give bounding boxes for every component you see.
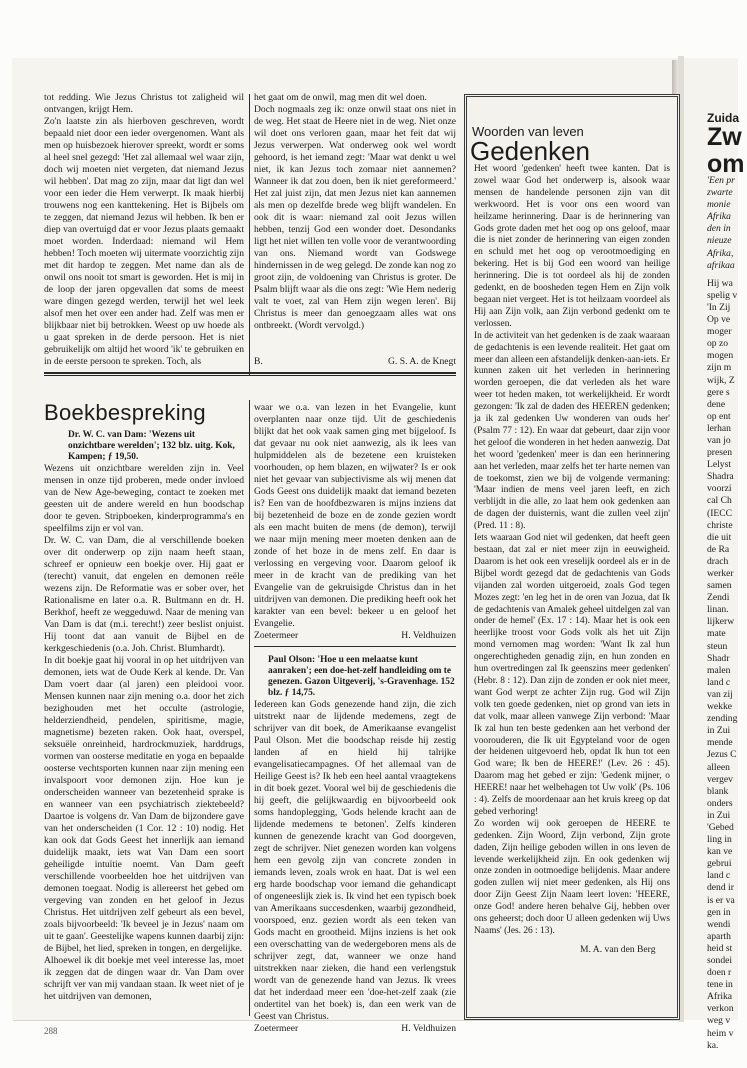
meditation-subtitle: Woorden van leven (472, 124, 584, 139)
next-page-line: nieuze (707, 235, 732, 247)
next-page-line: Lelyst (707, 459, 731, 471)
next-page-line: ling in (707, 834, 732, 846)
next-page-line: Afrika (707, 991, 733, 1003)
page-number: 288 (44, 1026, 58, 1036)
next-page-line: land c (707, 676, 731, 688)
signature-author: G. S. A. de Knegt (388, 356, 456, 367)
next-page-line: Hij wa (707, 277, 733, 289)
next-page-line: 'Een pr (707, 175, 735, 186)
next-page-line: van zij (707, 688, 733, 700)
next-page-text (707, 175, 747, 1052)
review-divider (254, 646, 456, 647)
next-page-line: Shadr (707, 652, 730, 664)
article-column-1 (44, 92, 244, 368)
next-page-line: heim v (707, 1027, 734, 1039)
article-paragraph: tot redding. Wie Jezus Christus tot zaligheid wil ontvangen, krijgt Hem. (44, 92, 244, 115)
next-page-line: in Zui (707, 725, 731, 737)
next-page-line: drach (707, 555, 729, 567)
next-page-line: steun (707, 640, 728, 652)
next-page-line: Op ve (707, 314, 731, 326)
column-rule (249, 400, 250, 1016)
review-paragraph: Alhoewel ik dit boekje met veel interesse las, moet ik zeggen dat de dingen waar dr. Van Dam over schrijft ver van mij vandaan staan. Ik weet niet of je het uitdrijven van demonen, (44, 955, 244, 1002)
next-page-line: mende (707, 737, 733, 749)
review-1-heading: Dr. W. C. van Dam: 'Wezens uit onzichtbare werelden'; 132 blz. uitg. Kok, Kampen; ƒ 19,50. (68, 430, 235, 462)
meditation-paragraph: In de activiteit van het gedenken is de zaak waaraan de gedachtenis is een levende realiteit. Het gaat om meer dan alleen een afstandelijk denken-aan-iets. Er kunnen zaken uit het verleden in herinnering worden geroepen, die dat verleden als het ware weer tot heden maken, tot werkelijkheid. Er wordt gezongen: 'Ik zal de daden des HEEREN gedenken; ja ik zal gedenken Uw wonderen van ouds her' (Psalm 77 : 12). En waar dat gebeurt, daar zijn voor het geloof die wonderen in het heden aanwezig. Dat het woord 'gedenken' meer is dan een herinnering aan het verleden, maar zelfs het ter harte nemen van de toekomst, zien we bij de volgende vermaning: 'Maar indien de mens veel jaren leeft, en zich verblijdt in die alle, zo laat hem ook gedenken aan de dagen der duisternis, want die zullen veel zijn' (Pred. 11 : 8). (474, 330, 670, 532)
meditation-paragraph: Zo worden wij ook geroepen de HEERE te gedenken. Zijn Woord, Zijn verbond, Zijn grote daden, Zijn heilige geboden willen in ons leven de levende werkelijkheid zijn. En ook gedenken wij onze zonden in ootmoedige belijdenis. Maar andere goden zullen wij niet meer gedenken, als Hij ons door Zijn Geest Zijn Naam leert loven: 'HEERE, onze God! andere heren behalve Gij, hebben over ons geheerst; doch door U alleen gedenken wij Uws Naams' (Jes. 26 : 13). (474, 818, 670, 936)
next-page-line: gen in (707, 906, 731, 918)
next-page-line: heid st (707, 942, 733, 954)
next-page-line: onders (707, 797, 733, 809)
next-page-line: Shadra (707, 471, 734, 483)
article-paragraph: Doch nogmaals zeg ik: onze onwil staat ons niet in de weg. Het staat de Heere niet in de weg. Niet onze wil doet ons verloren gaan, maar het feit dat wij Jezus verwerpen. Wat onderweg ook wel wordt gehoord, is het iemand zegt: 'Maar wat denkt u wel niet, ik kan Jezus toch zomaar niet aannemen? Wanneer ik dat zou doen, ben ik niet gereformeerd.' Het zal juist zijn, dat men Jezus niet kan aannemen als men op dezelfde brede weg blijft wandelen. En ook dit is waar: niemand zal ooit Jezus willen hebben, tenzij God een wonder doet. Desondanks ligt het niet willen ten volle voor de verantwoording van ons. Niemand wordt van Godswege hindernissen in de weg gelegd. De zonde kan nog zo groot zijn, de voldoening van Christus is groter. De Psalm blijft waar als die ons zegt: 'Wie Hem nederig valt te voet, zal van Hem zijn wegen leren'. Bij Christus is meer dan genoegzaam alles wat ons ontbreekt. (Wordt vervolgd.) (254, 104, 456, 331)
next-page-line: dene (707, 398, 726, 410)
review-2-place: Zoetermeer (254, 1023, 299, 1034)
next-page-line: weg v (707, 1015, 731, 1027)
next-page-kicker: Zuida (707, 111, 739, 125)
next-page-line: 'Gebed (707, 821, 734, 833)
next-page-line: die uit (707, 531, 732, 543)
next-page-line: voorzi (707, 483, 732, 495)
next-page-line: linan. (707, 604, 729, 616)
next-page-line: mogen (707, 350, 734, 362)
meditation-title: Gedenken (470, 136, 590, 166)
next-page-headline (707, 124, 745, 178)
next-page-line: zwarte (707, 187, 733, 199)
next-page-line: land c (707, 870, 731, 882)
next-page-line: zending (707, 713, 738, 725)
review-column-2 (254, 402, 456, 1035)
next-page-line: monie (707, 199, 731, 211)
section-divider-thin (44, 375, 456, 376)
next-page-line: dend ir (707, 882, 734, 894)
review-1-author: H. Veldhuizen (401, 630, 456, 641)
next-page-line: de Ra (707, 543, 730, 555)
review-paragraph: Dr. W. C. van Dam, die al verschillende boeken over dit onderwerp op zijn naam heeft staan, schreef er opnieuw een boekje over. Hij gaat er (terecht) vanuit, dat engelen en demonen reële wezens zijn. De Reformatie was er sober over, het Rationalisme en later o.a. R. Bultmann en dr. H. Berkhof, heeft ze weggeduwd. Naar de mening van Van Dam is dat (m.i. terecht!) zeer beslist onjuist. Hij toont dat aan vanuit de Bijbel en de kerkgeschiedenis (o.a. Joh. Christ. Blumhardt). (44, 535, 244, 654)
review-column-1 (44, 430, 244, 1003)
next-page-line: Jezus C (707, 749, 737, 761)
next-page-line: ka. (707, 1039, 719, 1051)
next-page-line: malen (707, 664, 731, 676)
next-page-line: is er va (707, 894, 735, 906)
review-2-author: H. Veldhuizen (401, 1023, 456, 1034)
article-signature (254, 356, 456, 368)
next-page-line: presen (707, 447, 733, 459)
next-page-line: alleen (707, 761, 730, 773)
meditation-text (474, 164, 670, 938)
next-page-line: Afrika, (707, 247, 734, 259)
next-page-line: afrikaa (707, 259, 735, 271)
review-paragraph: Iedereen kan Gods genezende hand zijn, die zich uitstrekt naar de lijdende medemens, zegt de schrijver van dit boek, de Amerikaanse evangelist Paul Olson. Met die boodschap reisde hij zestig landen af en hield hij talrijke evangelisatiecampagnes. Of het allemaal van de Heilige Geest is? Ik heb een heel aantal vraagtekens in dit boek gezet. Vooral wel bij de geschiedenis die hij geeft, die gelijkwaardig en bijvoorbeeld ook soms handoplegging, 'Gods helende kracht aan de lijdende medemens te betonen'. Zelfs kinderen kunnen de genezende kracht van God doorgeven, zegt de schrijver. Niet genezen worden kan volgens hem een gevolg zijn van concrete zonden in iemands leven, zoals wrok en haat. Dat is wel een erg harde boodschap voor iemand die gehandicapt of ongeneeslijk ziek is. Ik vind het een typisch boek van Amerikaans succesdenken, waarbij gezondheid, voorspoed, enz. gezien wordt als een teken van Gods macht en grootheid. Mijns inziens is het ook een overschatting van de wedergeboren mens als de schrijver zegt, dat, wanneer we onze hand uitstrekken naar zieken, die hand een verlengstuk wordt van de genezende hand van Jezus. Ik vrees dat het inderdaad meer een 'doe-het-zelf zaak (zie ondertitel van het boek) is, dan een werk van de Geest van Christus. (254, 699, 456, 1022)
next-page-line: doen r (707, 967, 732, 979)
review-paragraph: In dit boekje gaat hij vooral in op het uitdrijven van demonen, iets wat de Oude Kerk al kende. Dr. Van Dam voert daar (al jaren) een pleidooi voor. Mensen kunnen naar zijn mening o.a. door het zich bezighouden met het occulte (astrologie, helderziendheid, pendelen, spiritisme, magie, magnetisme) bezeten raken. Ook haat, overspel, seksuële onreinheid, hardrockmuziek, harddrugs, vormen van oosterse meditatie en yoga en bepaalde oosterse vechtsporten kunnen naar zijn mening een invalspoort voor demonen zijn. Hoe kun je onderscheiden wanneer van bezetenheid sprake is en wanneer van een psychiatrisch ziektebeeld? Daartoe is volgens dr. Van Dam de bijzondere gave van het onderscheiden (1 Cor. 12 : 10) nodig. Het kan ook dat Gods Geest het innerlijk aan iemand duidelijk maakt, iets wat Van Dam een soort geheiligde intuïtie noemt. Van Dam geeft verschillende voorbeelden hoe het uitdrijven van demonen toegaat. Nodig is allereerst het gebed om vergeving van zonden en het geloof in Jezus Christus. Het uitdrijven zelf gebeurt als een bevel, zoals bijvoorbeeld: 'Ik beveel je in Jezus' naam om uit te gaan'. Geestelijke wapens kunnen daarbij zijn: de Bijbel, het lied, spreken in tongen, en dergelijke. (44, 655, 244, 954)
meditation-paragraph: Het woord 'gedenken' heeft twee kanten. Dat is zowel waar God het onderwerp is, alsook waar mensen de handelende personen zijn van dit werkwoord. Het is voor ons een woord van heilzame herinnering. Daar is de herinnering van Gods grote daden met het oog op ons geloof, maar die is niet zonder de herinnering van eigen zonden en schuld met het oog op verootmoediging en bekering. Het is bij God een woord van heilige herinnering. Die is tot oordeel als hij de zonden gedenkt, en de boosheden tegen Hem en Zijn volk begaan niet vergeet. Het is tot heilzaam voordeel als Hij aan Zijn volk, aan Zijn verbond gedenkt om te verlossen. (474, 164, 670, 329)
next-page-line: 'In Zij (707, 301, 731, 313)
next-page-line: gebrui (707, 858, 732, 870)
section-heading: Boekbespreking (44, 400, 206, 425)
next-page-line: spelig v (707, 289, 738, 301)
column-rule (249, 94, 250, 376)
review-1-signature (254, 630, 456, 642)
next-page-line: verkon (707, 1003, 734, 1015)
next-page-line: den in (707, 223, 731, 235)
next-page-line: in Zui (707, 809, 731, 821)
next-page-line: blank (707, 785, 729, 797)
next-page-line: wendi (707, 918, 731, 930)
next-page-headline-2: om (707, 150, 745, 178)
review-1-place: Zoetermeer (254, 630, 299, 641)
next-page-line: kan ve (707, 846, 733, 858)
next-page-line: op zo (707, 338, 729, 350)
review-2-signature (254, 1023, 456, 1035)
next-page-line: wijk, Z (707, 374, 735, 386)
next-page-line: aparth (707, 930, 731, 942)
next-page-line: Afrika (707, 211, 731, 223)
next-page-line: werker (707, 568, 734, 579)
next-page-line: lerhan (707, 422, 731, 434)
next-page-line: vergev (707, 773, 733, 785)
meditation-paragraph: Iets waaraan God niet wil gedenken, dat heeft geen bestaan, dat zal er niet meer zijn in eeuwigheid. Daarom is het ook een vreselijk oordeel als er in de Bijbel wordt gezegd dat de gedachtenis van Gods vijanden zal worden uitgeroeid, zoals God tegen Mozes zegt: 'en leg het in de oren van Jozua, dat Ik de gedachtenis van Amalek geheel uitdelgen zal van onder de hemel' (Ex. 17 : 14). Maar het is ook een heerlijke troost voor Gods volk als het uit Zijn mond vernomen mag worden: 'Want Ik zal hun ongerechtigheden genadig zijn, en hun zonden en hun overtredingen zal Ik geenszins meer gedenken' (Hebr. 8 : 12). Dan zijn de zonden er ook niet meer, want God werpt ze achter Zijn rug. God wil Zijn volk ten goede gedenken, niet op grond van iets in dat volk, maar alleen vanwege Zijn verbond: 'Maar Ik zal hun ten beste gedenken aan het verbond der voorouderen, die Ik uit Egypteland voor de ogen der heidenen uitgevoerd heb, opdat Ik hun tot een God ware; Ik ben de HEERE!' (Lev. 26 : 45). Daarom mag het gebed er zijn: 'Gedenk mijner, o HEERE! naar het welbehagen tot Uw volk' (Ps. 106 : 4). Zelfs de moordenaar aan het kruis kreeg op dat gebed verhoring! (474, 533, 671, 817)
article-column-2 (254, 92, 456, 332)
review-paragraph: waar we o.a. van lezen in het Evangelie, kunt overplanten naar onze tijd. Uit de geschiedenis blijkt dat het ook vaak samen ging met bijgeloof. Is dat gevaar nu ook niet aanwezig, als ik lees van hulpmiddelen als de bezetene een kruisteken voorhouden, op hem blazen, en wijwater? Is er ook niet het gevaar van subjectivisme als wij menen dat Gods Geest ons duidelijk maakt dat iemand bezeten is? Een van de hoofdbezwaren is mijns inziens dat bij bezetenheid de boze en de zonde gezien wordt als een macht buiten de mens (de demon), terwijl we naar mijn mening meer moeten denken aan de zonde of het boze in de mens zelf. En daar is verlossing en vergeving voor. Daarom geloof ik meer in de kracht van de prediking van het Evangelie van de gekruisigde Christus dan in het uitdrijven van demonen. Die prediking heeft ook het karakter van een bevel: bekeer u en geloof het Evangelie. (254, 402, 456, 629)
next-page-line: op ent (707, 410, 731, 422)
next-page-line: christe (707, 519, 733, 531)
next-page-line: van jo (707, 434, 731, 446)
next-page-line: sondei (707, 955, 733, 966)
next-page-line: tene in (707, 979, 733, 991)
section-divider (44, 372, 456, 374)
next-page-headline-1: Zw (707, 123, 742, 151)
next-page-line: wekke (707, 701, 733, 713)
meditation-author: M. A. van den Berg (580, 944, 656, 955)
next-page-line: Zendi (707, 592, 730, 604)
next-page-line: moger (707, 326, 732, 338)
next-page-line: lijkerw (707, 616, 735, 628)
next-page-line: cal Ch (707, 495, 732, 507)
article-paragraph: Zo'n laatste zin als hierboven geschreven, wordt bepaald niet door een ieder overgenomen. Want als men op huisbezoek hierover spreekt, wordt er soms al heel snel gezegd: 'Het zal allemaal wel waar zijn, doch wij moeten niet vergeten, dat niemand Jezus wil hebben'. Dat mag zo zijn, maar dat ligt dan wel voor een ieder die Hem verwerpt. Ik maak hierbij trouwens nog een kanttekening. Het is Bijbels om te zeggen, dat niemand Jezus wil hebben. Ik ben er diep van overtuigd dat er voor Jezus plaats gemaakt moet worden. Inderdaad: niemand wil Hem hebben! Toch moeten wij uitermate voorzichtig zijn met dit hardop te zeggen. Met name dan als de onwil ons nooit tot smart is geworden. Het is mij in de loop der jaren opgevallen dat soms de meest ware dingen gezegd werden, terwijl het wel leek alsof men het over een ander had. Zelf was men er blijkbaar niet bij betrokken. Weest op uw hoede als u gaat spreken in de derde persoon. Het is niet gebruikelijk om altijd het woord 'ik' te gebruiken en in de eerste persoon te spreken. Toch, als (44, 116, 244, 367)
next-page-line: gere s (707, 386, 730, 398)
next-page-line: samen (707, 580, 732, 592)
next-page-line: mate (707, 628, 726, 640)
review-paragraph: Wezens uit onzichtbare werelden zijn in. Veel mensen in onze tijd proberen, mede onder invloed van de New Age-beweging, contact te zoeken met geesten uit de andere wereld en hun boodschap door te geven. Stripboeken, kinderprogramma's en speelfilms zijn er vol van. (44, 463, 244, 534)
next-page-line: zijn m (707, 362, 732, 374)
next-page-line: (IECC (707, 507, 733, 519)
review-2-heading: Paul Olson: 'Hoe u een melaatse kunt aanraken'; een doe-het-zelf handleiding om te genezen. Gazon Uitgeverij, 's-Gravenhage. 152 blz. ƒ 14,75. (268, 655, 455, 698)
article-paragraph: het gaat om de onwil, mag men dit wel doen. (254, 92, 427, 103)
signature-initial: B. (254, 356, 263, 367)
